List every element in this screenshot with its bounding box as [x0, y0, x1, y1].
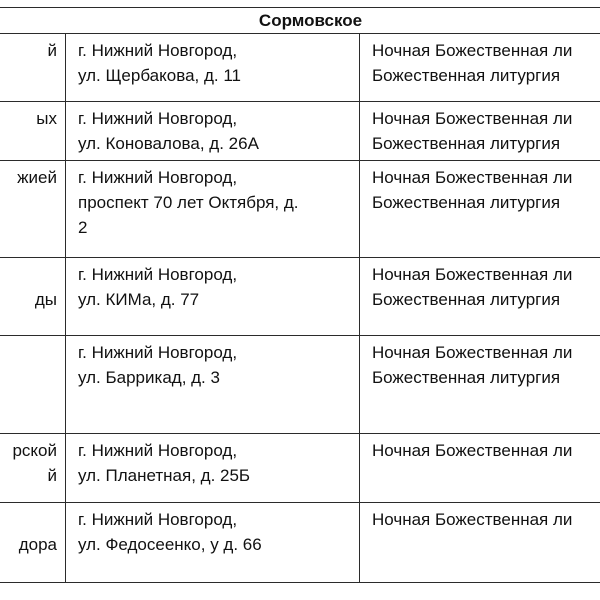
service-cell — [360, 258, 600, 336]
address-line: г. Нижний Новгород, — [78, 265, 238, 284]
service-line: Божественная литургия — [372, 66, 561, 85]
address-line: г. Нижний Новгород, — [78, 343, 238, 362]
address-line: г. Нижний Новгород, — [78, 510, 238, 529]
service-line: Божественная литургия — [372, 193, 561, 212]
service-line: Ночная Божественная ли — [372, 441, 573, 460]
church-name-cell — [0, 34, 66, 102]
church-name-line — [0, 262, 57, 287]
service-line: Ночная Божественная ли — [372, 510, 573, 529]
service-line: Божественная литургия — [372, 290, 561, 309]
address-line: проспект 70 лет Октября, д. — [78, 193, 299, 212]
service-cell — [360, 34, 600, 102]
service-cell — [360, 503, 600, 583]
church-name-line — [0, 507, 57, 532]
church-name-cell — [0, 258, 66, 336]
table-row — [0, 336, 600, 434]
church-name-line: дора — [18, 535, 57, 554]
table-row — [0, 102, 600, 161]
service-cell — [360, 434, 600, 503]
table-row — [0, 434, 600, 503]
address-line: г. Нижний Новгород, — [78, 41, 238, 60]
church-name-line: й — [47, 466, 57, 485]
service-cell — [360, 336, 600, 434]
church-name-line: й — [47, 41, 57, 60]
church-name-line: ды — [34, 290, 57, 309]
address-cell — [66, 503, 360, 583]
church-name-cell — [0, 102, 66, 161]
church-name-line: ых — [36, 109, 57, 128]
section-header-row — [0, 8, 600, 34]
service-line: Ночная Божественная ли — [372, 109, 573, 128]
table-body — [0, 34, 600, 583]
service-cell — [360, 161, 600, 258]
service-line: Ночная Божественная ли — [372, 168, 573, 187]
address-line: ул. Федосеенко, у д. 66 — [78, 535, 262, 554]
service-line: Ночная Божественная ли — [372, 265, 573, 284]
church-name-cell — [0, 336, 66, 434]
address-line: ул. Баррикад, д. 3 — [78, 368, 220, 387]
table-row — [0, 258, 600, 336]
address-line: 2 — [78, 218, 88, 237]
church-name-cell — [0, 161, 66, 258]
church-name-cell — [0, 434, 66, 503]
address-line: ул. КИМа, д. 77 — [78, 290, 200, 309]
section-title: Сормовское — [0, 8, 600, 34]
service-line: Божественная литургия — [372, 368, 561, 387]
address-line: г. Нижний Новгород, — [78, 441, 238, 460]
church-schedule-table — [0, 7, 600, 583]
address-line: ул. Коновалова, д. 26А — [78, 134, 259, 153]
church-name-line: рской — [12, 441, 57, 460]
address-cell — [66, 434, 360, 503]
address-line: ул. Планетная, д. 25Б — [78, 466, 251, 485]
address-line: г. Нижний Новгород, — [78, 168, 238, 187]
table-row — [0, 34, 600, 102]
church-name-line: жией — [17, 168, 57, 187]
address-line: ул. Щербакова, д. 11 — [78, 66, 241, 85]
table-row — [0, 161, 600, 258]
table-row — [0, 503, 600, 583]
address-cell — [66, 34, 360, 102]
service-line: Божественная литургия — [372, 134, 561, 153]
address-line: г. Нижний Новгород, — [78, 109, 238, 128]
address-cell — [66, 161, 360, 258]
service-cell — [360, 102, 600, 161]
church-name-cell — [0, 503, 66, 583]
service-line: Ночная Божественная ли — [372, 41, 573, 60]
address-cell — [66, 102, 360, 161]
address-cell — [66, 258, 360, 336]
service-line: Ночная Божественная ли — [372, 343, 573, 362]
address-cell — [66, 336, 360, 434]
